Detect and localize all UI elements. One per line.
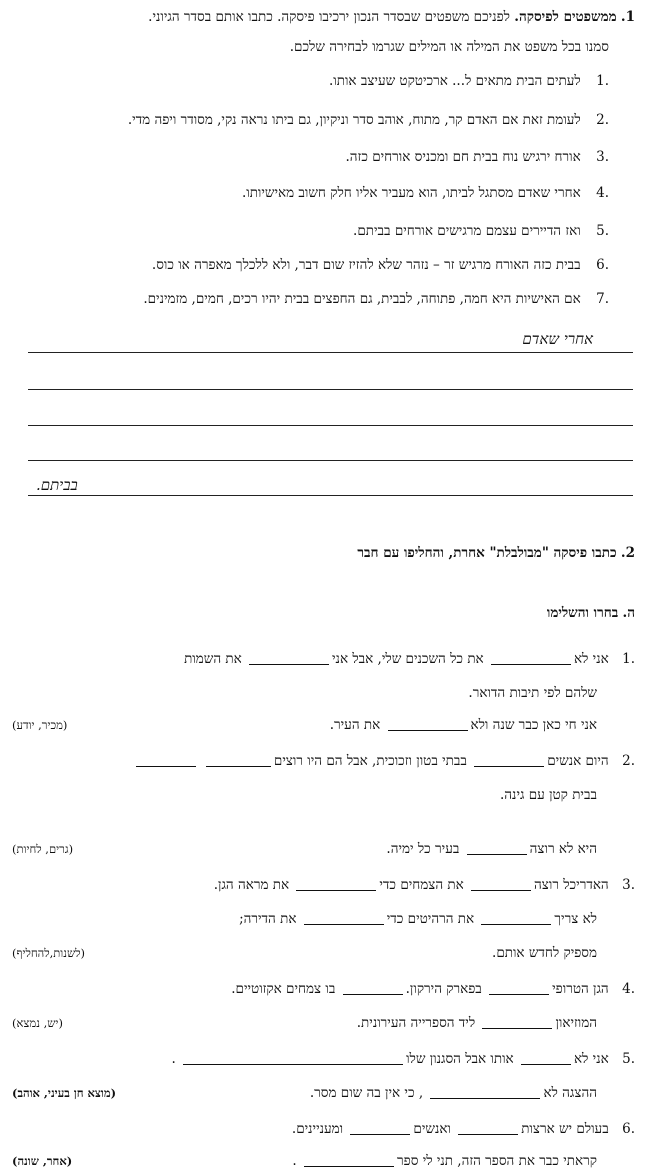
exercise-2-line2: בבית קטן עם גינה.: [500, 787, 597, 803]
exercise-3-hint: (לשנות,להחליף): [12, 946, 85, 960]
exercise-1-line3: אני חי כאן כבר שנה ולא את העיר.: [329, 717, 597, 733]
sentence-6: .6 בבית כזה האורח מרגיש זר – נזהר שלא להזיז שום דבר, ולא ללכלך מאפרה או כוס.: [151, 257, 609, 273]
sentence-7: .7 אם האישיות היא חמה, פתוחה, לבבית, גם החפצים בבית יהיו רכים, חמים, מזמינים.: [143, 291, 609, 307]
sentence-4: .4 אחרי שאדם מסתגל לביתו, הוא מעביר אליו חלק חשוב מאישיותו.: [241, 185, 609, 201]
section-h-title: ה. בחרו והשלימו: [546, 605, 635, 621]
blank[interactable]: [296, 878, 376, 891]
exercise-1-hint: (מכיר, יודע): [12, 718, 68, 732]
exercise-6-line1: .6 בעולם יש ארצות ואנשים ומעניינים.: [291, 1121, 635, 1137]
blank[interactable]: [249, 652, 329, 665]
exercise-5-line1: .5 אני לא אותו אבל הסגנון שלו .: [171, 1051, 635, 1067]
blank[interactable]: [304, 1154, 394, 1167]
blank[interactable]: [481, 912, 551, 925]
exercise-2-line3: היא לא רוצה בעיר כל ימיה.: [386, 841, 597, 857]
blank[interactable]: [489, 982, 549, 995]
exercise-4-line2: המוזיאון ליד הספרייה העירונית.: [356, 1015, 597, 1031]
exercise-2-line1: .2 היום אנשים בבתי בטון וזכוכית, אבל הם היו רוצים: [16, 752, 635, 770]
sentence-3: .3 אורח ירגיש נוח בבית חם ומכניס אורחים כזה.: [345, 149, 609, 165]
exercise-1-line2: שלהם לפי תיבות הדואר.: [468, 685, 597, 701]
answer-line-1[interactable]: [28, 352, 633, 353]
blank[interactable]: [482, 1016, 552, 1029]
blank[interactable]: [350, 1122, 410, 1135]
blank[interactable]: [430, 1086, 540, 1099]
exercise-4-hint: (יש, נמצא): [12, 1016, 63, 1030]
exercise-6-line2: קראתי כבר את הספר הזה, תני לי ספר .: [292, 1153, 597, 1169]
answer-line-5[interactable]: [28, 495, 633, 496]
exercise-3-line2: לא צריך את הרהיטים כדי את הדירה;: [239, 911, 597, 927]
handwritten-answer-end: בביתם.: [36, 476, 78, 494]
sentence-1: .1 לעתים הבית מתאים ל... ארכיטקט שעיצב אותו.: [329, 73, 609, 89]
sentence-2: .2 לעומת זאת אם האדם קר, מתוח, אוהב סדר וניקיון, גם ביתו נראה נקי, מסודר ויפה מדי.: [127, 112, 609, 128]
sentence-5: .5 ואז הדיירים עצמם מרגישים אורחים בביתם.: [353, 223, 609, 239]
blank[interactable]: [458, 1122, 518, 1135]
exercise-2-hint: (גרים, לחיות): [12, 842, 74, 856]
blank[interactable]: [521, 1052, 571, 1065]
blank[interactable]: [474, 754, 544, 767]
answer-line-2[interactable]: [28, 389, 633, 390]
exercise-6-hint: (אחר, שונה): [12, 1154, 73, 1168]
section-1-instructions-line2: סמנו בכל משפט את המילה או המילים שגרמו לבחירה שלכם.: [289, 39, 609, 55]
blank[interactable]: [183, 1052, 403, 1065]
blank[interactable]: [471, 878, 531, 891]
answer-line-4[interactable]: [28, 460, 633, 461]
exercise-1-line1: .1 אני לא את כל השכנים שלי, אבל אני את השמות: [184, 651, 635, 667]
section-1-instructions: 1. ממשפטים לפיסקה. לפניכם משפטים שבסדר הנכון ירכיבו פיסקה. כתבו אותם בסדר הגיוני.: [148, 9, 635, 25]
exercise-3-line1: .3 האדריכל רוצה את הצמחים כדי את מראה הגן.: [213, 877, 635, 893]
exercise-4-line1: .4 הגן הטרופי בפארק הירקון. בו צמחים אקזוטיים.: [231, 981, 635, 997]
handwritten-answer-start: אחרי שאדם: [522, 330, 593, 348]
blank[interactable]: [136, 754, 196, 767]
section-2-instructions: 2. כתבו פיסקה "מבולבלת" אחרת, והחליפו עם חבר: [357, 545, 635, 561]
exercise-5-line2: ההצגה לא , כי אין בה שום מסר.: [309, 1085, 597, 1101]
exercise-5-hint: (מוצא חן בעיני, אוהב): [12, 1086, 117, 1100]
blank[interactable]: [343, 982, 403, 995]
blank[interactable]: [304, 912, 384, 925]
blank[interactable]: [491, 652, 571, 665]
blank[interactable]: [467, 842, 527, 855]
blank[interactable]: [388, 718, 468, 731]
answer-line-3[interactable]: [28, 425, 633, 426]
blank[interactable]: [206, 754, 271, 767]
exercise-3-line3: מספיק לחדש אותם.: [492, 945, 597, 961]
